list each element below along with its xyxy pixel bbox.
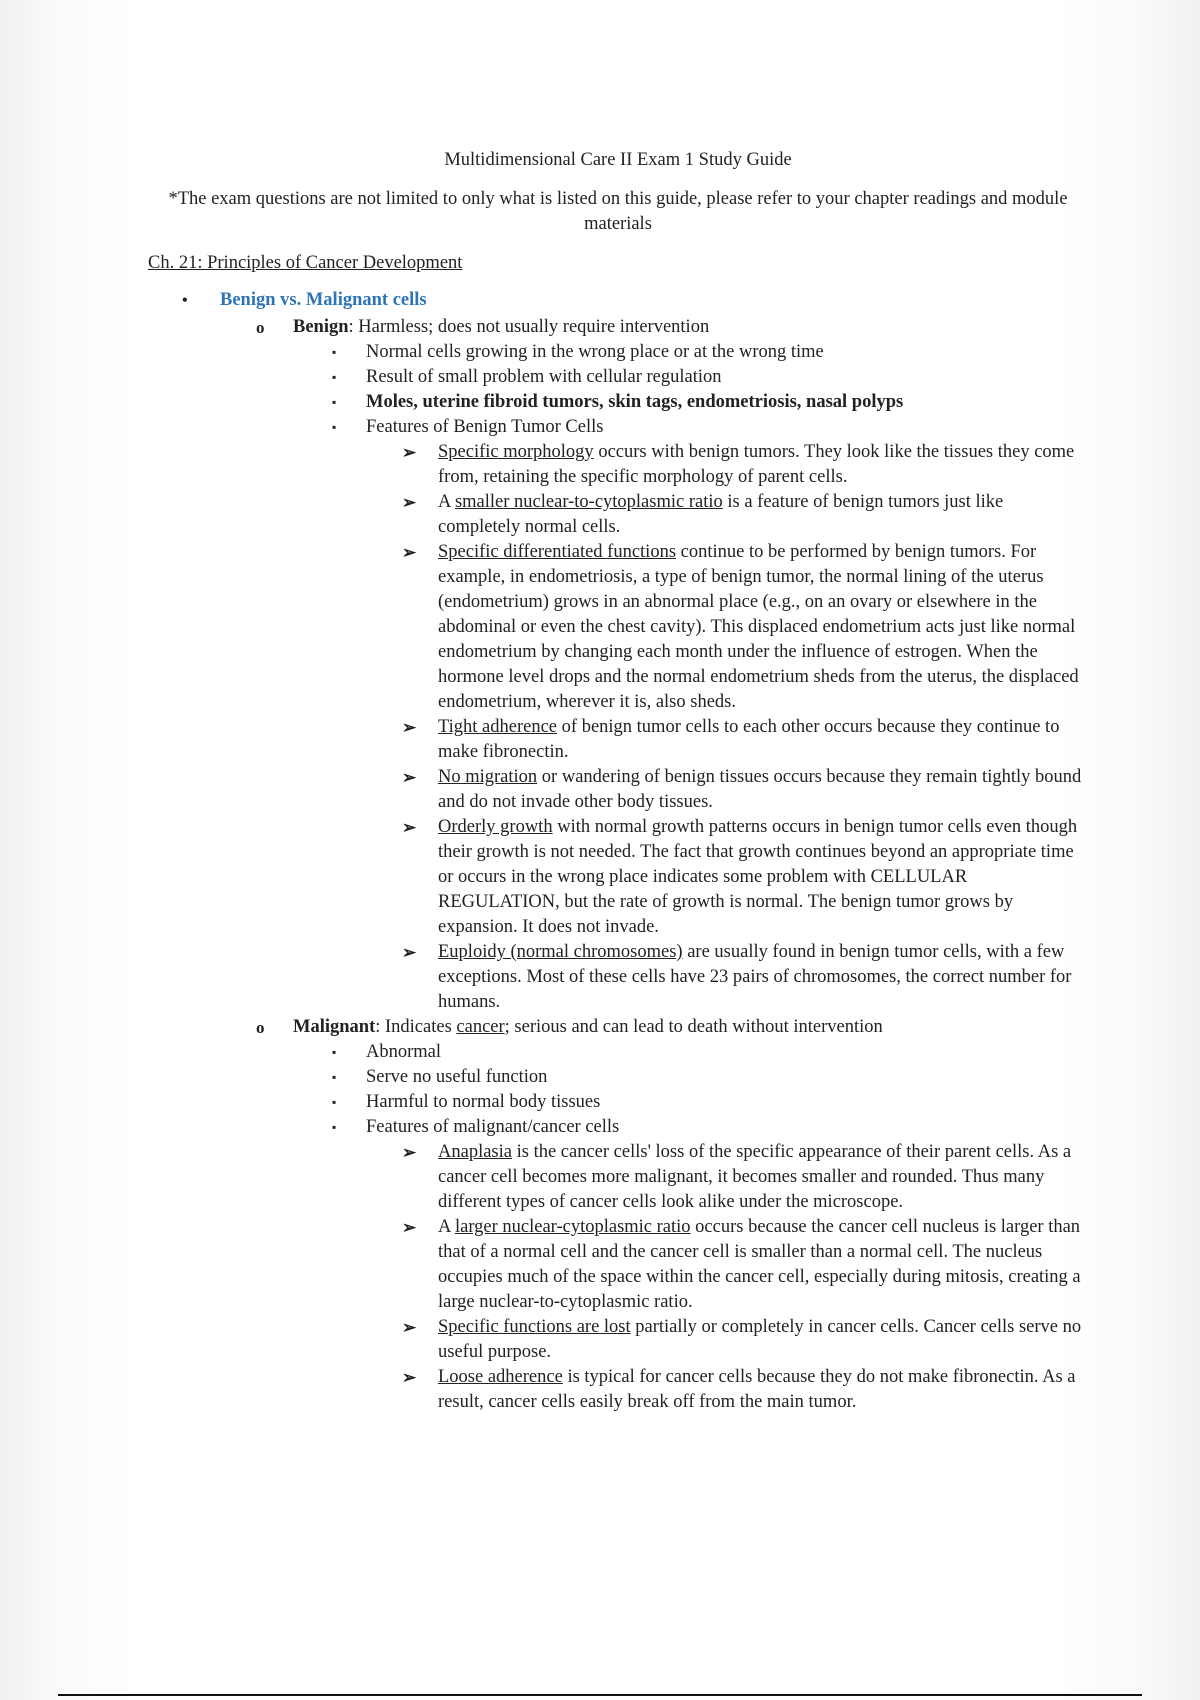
arrow-bullet-icon: ➢ xyxy=(402,1218,417,1237)
benign-label: Benign xyxy=(293,317,349,337)
section-item xyxy=(148,288,1088,313)
feature-text: are usually found in benign tumor cells, with a few exceptions. Most of these cells have 23 pairs of chromosomes, the correct number for humans. xyxy=(438,942,1072,1012)
list-item xyxy=(148,1115,1088,1140)
malignant-label: Malignant xyxy=(293,1017,376,1037)
malignant-desc-post: ; serious and can lead to death without intervention xyxy=(504,1017,883,1037)
feature-term: Tight adherence xyxy=(438,717,558,737)
benign-points xyxy=(148,340,1088,440)
exam-note: *The exam questions are not limited to only what is listed on this guide, please refer to your chapter readings and module materials xyxy=(168,189,1068,234)
arrow-bullet-icon: ➢ xyxy=(402,768,417,787)
malignant-desc-pre: : Indicates xyxy=(375,1017,457,1037)
feature-text: of benign tumor cells to each other occurs because they continue to make fibronectin. xyxy=(438,717,1060,762)
bullet-square-icon: ▪ xyxy=(332,395,337,409)
bullet-circle-icon: o xyxy=(256,318,265,337)
list-item-text: Moles, uterine fibroid tumors, skin tags, endometriosis, nasal polyps xyxy=(366,392,904,412)
list-item-text: Features of Benign Tumor Cells xyxy=(366,417,604,437)
document-title: Multidimensional Care II Exam 1 Study Guide xyxy=(444,150,792,170)
feature-term: Specific differentiated functions xyxy=(438,542,677,562)
arrow-bullet-icon: ➢ xyxy=(402,493,417,512)
feature-text: with normal growth patterns occurs in benign tumor cells even though their growth is not needed. The fact that growth continues beyond an appropriate time or occurs in the wrong place indicates some problem with CELLULAR REGULATION, but the rate of growth is normal. The benign tumor grows by expansion. It does not invade. xyxy=(438,817,1078,937)
arrow-bullet-icon: ➢ xyxy=(402,443,417,462)
document-body xyxy=(148,148,1088,1415)
feature-text: partially or completely in cancer cells. Cancer cells serve no useful purpose. xyxy=(438,1317,1082,1362)
feature-term: Loose adherence xyxy=(438,1367,563,1387)
arrow-bullet-icon: ➢ xyxy=(402,1368,417,1387)
feature-text: continue to be performed by benign tumors. For example, in endometriosis, a type of benign tumor, the normal lining of the uterus (endometrium) grows in an abnormal place (e.g., on an ovary or elsewhere in the abdominal or even the chest cavity). This displaced endometrium acts just like normal endometrium by changing each month under the influence of estrogen. When the hormone level drops and the normal endometrium sheds from the uterus, the displaced endometrium, wherever it is, also sheds. xyxy=(438,542,1079,712)
list-item-text: Harmful to normal body tissues xyxy=(366,1092,601,1112)
feature-item xyxy=(148,1315,1088,1365)
list-item-text: Abnormal xyxy=(366,1042,442,1062)
feature-text: is a feature of benign tumors just like completely normal cells. xyxy=(438,492,1004,537)
feature-item xyxy=(148,540,1088,715)
arrow-bullet-icon: ➢ xyxy=(402,943,417,962)
list-item xyxy=(148,415,1088,440)
feature-term: larger nuclear-cytoplasmic ratio xyxy=(454,1217,691,1237)
benign-item xyxy=(148,315,1088,340)
bullet-disc-icon: • xyxy=(182,292,188,309)
list-item xyxy=(148,390,1088,415)
feature-item xyxy=(148,715,1088,765)
bullet-square-icon: ▪ xyxy=(332,1045,337,1059)
feature-text: occurs because the cancer cell nucleus is larger than that of a normal cell and the cancer cell is smaller than a normal cell. The nucleus occupies much of the space within the cancer cell, especially during mitosis, creating a large nuclear-to-cytoplasmic ratio. xyxy=(438,1217,1081,1312)
feature-item xyxy=(148,490,1088,540)
feature-item xyxy=(148,1215,1088,1315)
feature-text: or wandering of benign tissues occurs because they remain tightly bound and do not invade other body tissues. xyxy=(438,767,1082,812)
feature-term: Orderly growth xyxy=(438,817,553,837)
benign-desc: : Harmless; does not usually require intervention xyxy=(348,317,710,337)
feature-term: smaller nuclear-to-cytoplasmic ratio xyxy=(454,492,723,512)
list-item xyxy=(148,365,1088,390)
feature-prefix: A xyxy=(438,1217,455,1237)
feature-item xyxy=(148,815,1088,940)
arrow-bullet-icon: ➢ xyxy=(402,718,417,737)
list-item xyxy=(148,1090,1088,1115)
arrow-bullet-icon: ➢ xyxy=(402,818,417,837)
bullet-square-icon: ▪ xyxy=(332,1095,337,1109)
list-item xyxy=(148,1040,1088,1065)
list-item-text: Features of malignant/cancer cells xyxy=(366,1117,620,1137)
bullet-square-icon: ▪ xyxy=(332,370,337,384)
bullet-circle-icon: o xyxy=(256,1018,265,1037)
feature-term: Specific morphology xyxy=(438,442,594,462)
feature-item xyxy=(148,440,1088,490)
list-item-text: Serve no useful function xyxy=(366,1067,548,1087)
bullet-square-icon: ▪ xyxy=(332,1120,337,1134)
feature-item xyxy=(148,765,1088,815)
malignant-item xyxy=(148,1015,1088,1040)
malignant-points xyxy=(148,1040,1088,1140)
bullet-square-icon: ▪ xyxy=(332,420,337,434)
list-item-text: Result of small problem with cellular regulation xyxy=(366,367,722,387)
feature-term: Euploidy (normal chromosomes) xyxy=(438,942,683,962)
feature-item xyxy=(148,1140,1088,1215)
feature-text: is typical for cancer cells because they do not make fibronectin. As a result, cancer cells easily break off from the main tumor. xyxy=(438,1367,1076,1412)
feature-item xyxy=(148,1365,1088,1415)
chapter-heading: Ch. 21: Principles of Cancer Development xyxy=(148,253,463,273)
feature-term: Anaplasia xyxy=(438,1142,512,1162)
list-item xyxy=(148,1065,1088,1090)
feature-term: Specific functions are lost xyxy=(438,1317,631,1337)
malignant-desc-term: cancer xyxy=(456,1017,505,1037)
list-item xyxy=(148,340,1088,365)
feature-text: is the cancer cells' loss of the specific appearance of their parent cells. As a cancer cell becomes more malignant, it becomes smaller and rounded. Thus many different types of cancer cells look alike under the microscope. xyxy=(438,1142,1072,1212)
list-item-text: Normal cells growing in the wrong place or at the wrong time xyxy=(366,342,824,362)
feature-term: No migration xyxy=(438,767,538,787)
benign-features xyxy=(148,440,1088,1015)
bottom-rule xyxy=(58,1694,1142,1696)
arrow-bullet-icon: ➢ xyxy=(402,1318,417,1337)
arrow-bullet-icon: ➢ xyxy=(402,1143,417,1162)
feature-prefix: A xyxy=(438,492,455,512)
feature-item xyxy=(148,940,1088,1015)
bullet-square-icon: ▪ xyxy=(332,1070,337,1084)
section-heading: Benign vs. Malignant cells xyxy=(220,290,427,310)
arrow-bullet-icon: ➢ xyxy=(402,543,417,562)
feature-text: occurs with benign tumors. They look like the tissues they come from, retaining the specific morphology of parent cells. xyxy=(438,442,1075,487)
malignant-features xyxy=(148,1140,1088,1415)
bullet-square-icon: ▪ xyxy=(332,345,337,359)
